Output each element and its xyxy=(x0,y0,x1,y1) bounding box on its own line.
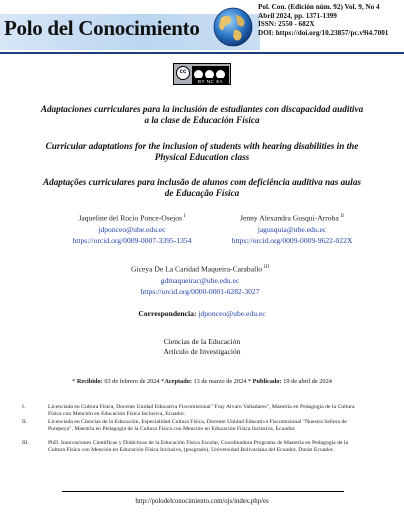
affiliation-note: PhD. Innovaciones Científicas y Didácticas de la Educación Física Escolar, Coordinadora Programa de Maestría en Pedagogía de la Cultura Física con Mención en Educación Física Inclusiva, (posgrado), Universidad Bolivariana del Ecuador, Durán Ecuador. xyxy=(48,440,349,454)
article-type: Artículo de Investigación xyxy=(163,347,241,356)
author-affiliation-mark: III xyxy=(264,265,270,270)
author-email[interactable]: gdmaqueirac@ube.edu.ec xyxy=(160,275,240,285)
correspondence-label: Correspondencia: xyxy=(138,309,197,318)
article-field: Ciencias de la Educación xyxy=(163,337,241,346)
author-name-text: Giceya De La Caridad Maqueira-Caraballo xyxy=(130,264,263,274)
article-dates: * Recibido: 03 de febrero de 2024 *Aceptado: 13 de marzo de 2024 * Publicado: 19 de abril de 2024 xyxy=(72,378,332,385)
correspondence-email[interactable]: jdponceo@ube.edu.ec xyxy=(198,309,266,318)
author-affiliation-mark: I xyxy=(183,214,186,219)
footer-divider xyxy=(62,491,344,492)
note-number: III. xyxy=(22,440,30,446)
cc-license-badge[interactable] xyxy=(173,63,231,85)
author-name xyxy=(212,211,372,224)
author-email[interactable]: jagusquia@ube.edu.ec xyxy=(257,224,327,234)
correspondence xyxy=(60,309,344,318)
cc-icon: cc xyxy=(176,66,190,80)
license-text: BY NC SA xyxy=(192,78,229,85)
globe-logo-icon xyxy=(212,6,254,48)
title-portuguese: Adaptações curriculares para inclusão de alunos com deficiência auditiva nas aulas de Educação Física xyxy=(42,177,361,198)
author-orcid-link[interactable]: https://orcid.org/0009-0009-9622-022X xyxy=(231,235,353,245)
accepted-label: Aceptado: xyxy=(164,378,192,385)
license-icons xyxy=(192,66,229,78)
meta-line: Pol. Con. (Edición núm. 92) Vol. 9, No 4 xyxy=(258,3,380,11)
footer-link[interactable]: http://polodelconocimiento.com/ojs/index.php/es xyxy=(135,498,269,505)
journal-name: Polo del Conocimiento xyxy=(4,16,200,40)
title-english: Curricular adaptations for the inclusion of students with hearing disabilities in the Physical Education class xyxy=(45,141,359,162)
accepted-date: 13 de marzo de 2024 xyxy=(193,378,247,385)
journal-meta xyxy=(258,3,388,37)
author-name xyxy=(52,211,212,224)
author-block xyxy=(100,262,300,297)
author-orcid-link[interactable]: https://orcid.org/0000-0001-6282-3027 xyxy=(140,286,260,296)
journal-header xyxy=(0,0,404,54)
published-label: Publicado: xyxy=(252,378,282,385)
author-name xyxy=(100,262,300,275)
author-name-text: Jaqueline del Rocio Ponce-Osejos xyxy=(78,213,182,223)
note-number: II. xyxy=(22,419,28,425)
published-date: 19 de abril de 2024 xyxy=(283,378,332,385)
header-divider xyxy=(0,52,404,54)
meta-line: Abril 2024, pp. 1371-1399 xyxy=(258,11,337,20)
affiliation-note: Licenciada en Cultura Física, Docente Unidad Educativa Fiscomisional "Fray Alvaro Valladares", Maestría en Pedagogía de la Cultura Física con Mención en Educación Física Inclusiva, Ecuador. xyxy=(48,404,355,418)
author-name-text: Jenny Alexandra Gusqui-Arroba xyxy=(240,213,339,223)
author-block xyxy=(212,211,372,246)
author-block xyxy=(52,211,212,246)
received-label: Recibido: xyxy=(76,378,103,385)
doi-link[interactable]: DOI: https://doi.org/10.23857/pc.v9i4.7001 xyxy=(258,28,389,37)
meta-line: ISSN: 2550 - 682X xyxy=(258,20,315,29)
affiliation-note: Licenciada en Ciencias de la Educación, Especialidad Cultura Física, Docente Unidad Educativa Fiscomisional "Nuestra Señora de Pompeya", Maestría en Pedagogía de la Cultura Física con Mención en Educación Física Inclusiva, Ecuador. xyxy=(48,419,347,433)
author-email[interactable]: jdponceo@ube.edu.ec xyxy=(98,224,166,234)
author-affiliation-mark: II xyxy=(340,214,344,219)
received-date: 03 de febrero de 2024 xyxy=(104,378,160,385)
author-orcid-link[interactable]: https://orcid.org/0009-0007-3395-1354 xyxy=(72,235,192,245)
title-spanish: Adaptaciones curriculares para la inclusión de estudiantes con discapacidad auditiva a la clase de Educación Física xyxy=(40,104,364,125)
note-number: I. xyxy=(22,404,26,410)
